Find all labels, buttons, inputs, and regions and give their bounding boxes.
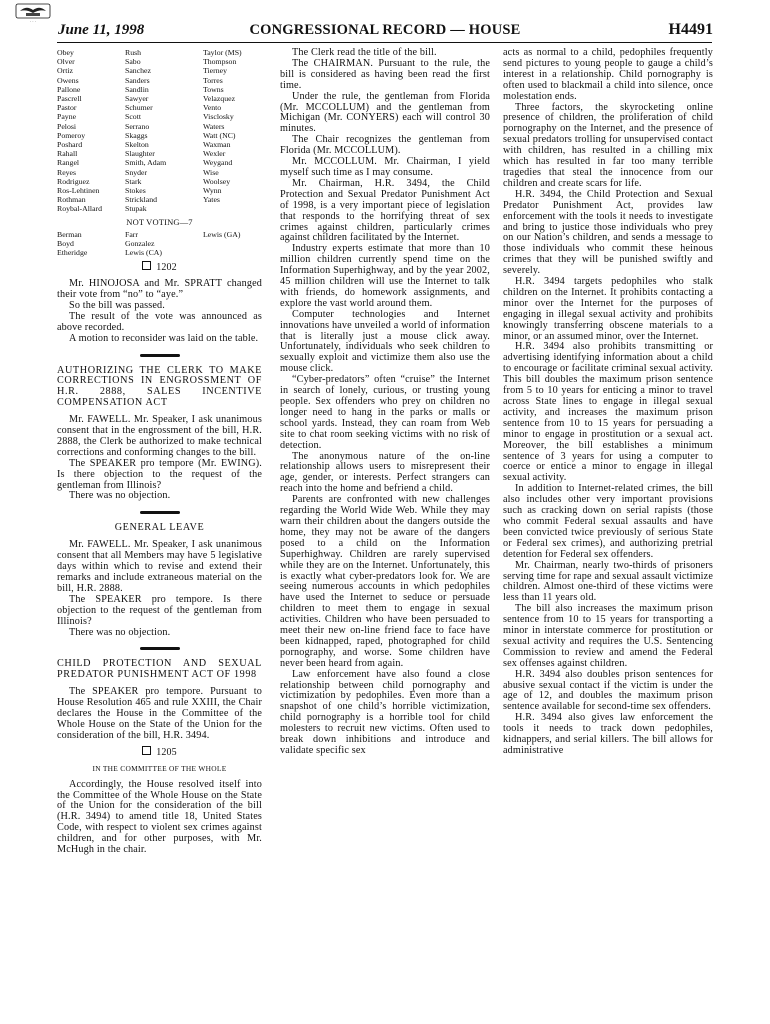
member-name: Woolsey [203,176,231,186]
member-name: Vento [203,103,222,113]
paragraph: Industry experts estimate that more than 10 million children currently spend time on the Information Superhighway, and by the year 2002, 45 million children will use the Internet to talk with friends, do homework assignments, and explore the vast world around them. [280,243,490,309]
paragraph: Mr. FAWELL. Mr. Speaker, I ask unanimous consent that all Members may have 5 legislative days within which to revise and extend their remarks and include extraneous material on the bill, H.R. 2888. [57,539,262,594]
member-name: Scott [125,112,142,122]
member-name: Stark [125,176,142,186]
column-2 [280,48,490,757]
member-name: Waxman [203,140,231,150]
section-divider [57,351,262,360]
member-name: Stokes [125,186,146,196]
paragraph: The bill also increases the maximum prison sentence from 10 to 15 years for transporting a minor in interstate commerce for prostitution or sexual activity and requires the U.S. Sentencing Commission to review and amend the Federal sex offenses against children. [503,603,713,669]
member-name: Schumer [125,103,153,113]
member-name: Strickland [125,195,158,205]
paragraph: The CHAIRMAN. Pursuant to the rule, the bill is considered as having been read the first time. [280,57,490,91]
member-name: Watt (NC) [203,130,236,140]
member-name: Gonzalez [125,238,155,248]
member-name [203,204,262,213]
header-page-number: H4491 [668,21,713,38]
member-name: Wynn [203,186,222,196]
paragraph: H.R. 3494 also doubles prison sentences for abusive sexual contact if the victim is under the age of 12, and doubles the maximum prison sentence available for second-time sex offenders. [503,668,713,713]
member-name: Lewis (CA) [125,247,163,257]
member-name: Visclosky [203,112,234,122]
member-name: Pastor [57,103,77,113]
header-title: CONGRESSIONAL RECORD — HOUSE [249,22,521,38]
paragraph: There was no objection. [69,490,171,502]
svg-text:· · ·: · · · [30,20,36,24]
paragraph: Law enforcement have also found a close relationship between child pornography and victimization by pedophiles. Even more than a snapshot of one child’s horrible victimization, child pornography is a horrible tool for child molesters to recruit new victims. Often used to break down inhibitions and introduce and validate specific sex [280,668,490,756]
member-name: Sabo [125,57,141,67]
paragraph: The SPEAKER pro tempore. Is there objection to the request of the gentleman from Illinois? [57,593,262,627]
member-name: Sawyer [125,94,149,104]
member-name: Rush [125,48,142,57]
member-name: Wexler [203,149,226,159]
time-marker: 1202 [57,261,262,274]
section-heading: AUTHORIZING THE CLERK TO MAKE CORRECTIONS IN ENGROSSMENT OF H.R. 2888, SALES INCENTIVE COMPENSATION ACT [57,364,262,409]
paragraph: acts as normal to a child, pedophiles frequently send pictures to young people to gauge a child’s interest in a relationship. Child pornography is often used to blackmail a child into silence, once molestation ends. [503,47,713,102]
member-name: Thompson [203,57,237,67]
member-name: Olver [57,57,75,67]
paragraph: A motion to reconsider was laid on the table. [69,332,259,344]
member-name: Obey [57,48,74,57]
member-name: Ortiz [57,66,74,76]
member-name: Weygand [203,158,233,168]
member-name: Sandlin [125,84,149,94]
column-3 [503,48,713,757]
member-name: Slaughter [125,149,155,159]
header-date: June 11, 1998 [58,22,145,38]
member-name [203,248,262,257]
member-name: Waters [203,121,225,131]
square-marker-icon [142,746,151,755]
paragraph: Accordingly, the House resolved itself into the Committee of the Whole House on the State of the Union for the consideration of the bill (H.R. 3494) to amend title 18, United States Code, with respect to violent sex crimes against children, and for other purposes, with Mr. McHugh in the chair. [57,778,262,856]
member-name: Yates [203,195,220,205]
member-name: Roybal-Allard [57,204,103,214]
member-name: Pascrell [57,94,82,104]
section-heading: GENERAL LEAVE [114,522,205,534]
member-name: Taylor (MS) [203,48,242,57]
eagle-logo-icon [12,2,54,24]
paragraph: Under the rule, the gentleman from Florida (Mr. MCCOLLUM) and the gentleman from Michigan (Mr. CONYERS) each will control 30 minutes. [280,90,490,135]
paragraph: Mr. HINOJOSA and Mr. SPRATT changed their vote from “no” to “aye.” [57,278,262,300]
member-name [203,239,262,248]
paragraph: H.R. 3494 also gives law enforcement the tools it needs to track down pedophiles, kidnappers, and serial killers. The bill allows for administrative [503,712,713,756]
not-voting-label: NOT VOTING—7 [126,216,193,227]
member-name: Smith, Adam [125,158,167,168]
member-name: Rangel [57,158,80,168]
member-name: Rahall [57,149,78,159]
member-name: Pomeroy [57,130,86,140]
member-name: Pelosi [57,121,77,131]
paragraph: Mr. MCCOLLUM. Mr. Chairman, I yield myself such time as I may consume. [280,156,490,178]
member-name: Farr [125,229,138,239]
member-name: Torres [203,75,223,85]
member-name: Skaggs [125,130,148,140]
member-name: Poshard [57,140,83,150]
section-divider [57,644,262,653]
member-name: Berman [57,229,82,239]
member-name: Wise [203,167,219,177]
member-name: Rothman [57,195,86,205]
paragraph: The SPEAKER pro tempore (Mr. EWING). Is there objection to the request of the gentleman from Illinois? [57,457,262,491]
paragraph: The SPEAKER pro tempore. Pursuant to House Resolution 465 and rule XXIII, the Chair declares the House in the Committee of the Whole House on the State of the Union for the consideration of the bill, H.R. 3494. [57,686,262,741]
paragraph: Three factors, the skyrocketing online presence of children, the proliferation of child pornography on the Internet, and the presence of sexual predators trolling for unsupervised contact with children, has resulted in a chilling mix which has resulted in far too many terrible tragedies that steal the innocence from our children and create scars for life. [503,101,713,189]
time-marker: 1205 [57,746,262,759]
member-name: Pallone [57,84,81,94]
paragraph: Mr. Chairman, nearly two-thirds of prisoners serving time for rape and sexual assault victimize children. Almost one-third of these victims were less than 11 years old. [503,559,713,604]
square-marker-icon [142,261,151,270]
member-name: Velazquez [203,94,236,104]
paragraph: The result of the vote was announced as above recorded. [57,310,262,333]
paragraph: H.R. 3494 also prohibits transmitting or advertising identifying information about a child to encourage or facilitate criminal sexual activity. This bill doubles the maximum prison sentence from 5 to 10 years for enticing a minor to travel across State lines to engage in illegal sexual activity, and increases the maximum prison sentence from 10 to 15 years for persuading a minor to engage in prostitution or a sexual act. Moreover, the bill establishes a minimum sentence of 3 years for using a computer to coerce or entice a minor to engage in illegal sexual activity. [503,341,713,484]
member-name: Payne [57,112,77,122]
vote-names-list [57,48,262,214]
paragraph: H.R. 3494, the Child Protection and Sexual Predator Punishment Act, provides law enforcement with the tools it needs to investigate and bring to justice those individuals who prey on our Nation’s children, and sends a message to those individuals who commit these heinous crimes that they will be punished swiftly and severely. [503,188,713,277]
member-name: Snyder [125,167,148,177]
member-name: Sanders [125,75,150,85]
paragraph: The anonymous nature of the on-line relationship allows users to misrepresent their age, gender, or interests. Perfect strangers can reach into the home and befriend a child. [280,450,490,495]
paragraph: Computer technologies and Internet innovations have unveiled a world of information that is literally just a mouse click away. Unfortunately, individuals who seek children to sexually exploit and victimize them also use the mouse click. [280,308,490,375]
member-name: Stupak [125,204,147,214]
member-name: Tierney [203,66,227,76]
paragraph: Mr. Chairman, H.R. 3494, the Child Protection and Sexual Predator Punishment Act of 1998, is a very important piece of legislation that responds to the horrifying threat of sex crimes against children, particularly crimes against children facilitated by the Internet. [280,177,490,244]
paragraph: There was no objection. [69,626,171,638]
paragraph: The Clerk read the title of the bill. [292,47,437,58]
paragraph: Parents are confronted with new challenges regarding the World Wide Web. While they may warn their children about the dangers outside the home, they may not be aware of the dangers posed to a child on the Information Superhighway. Children are rarely supervised while they are on the Internet. Unfortunately, this is exactly what cyber-predators look for. We are seeing numerous accounts in which pedophiles have used the Internet to seduce or persuade children to meet them to engage in sexual activities. Children who have been persuaded to meet their new on-line friend face to face have been kidnapped, raped, photographed for child pornography, and worse. Some children have never been heard from again. [280,494,490,669]
member-name: Boyd [57,238,74,248]
member-name: Lewis (GA) [203,229,241,239]
member-name: Towns [203,84,224,94]
member-name: Rodriguez [57,176,90,186]
member-name: Ros-Lehtinen [57,186,100,196]
paragraph: In addition to Internet-related crimes, the bill also includes other very important provisions such as cracking down on serial rapists (those who commit Federal sexual assaults and have been convicted twice previously of serious State or Federal sex crimes), and authorizing pretrial detention for Federal sex offenders. [503,483,713,560]
member-name: Owens [57,75,79,85]
member-name: Serrano [125,121,150,131]
column-1 [57,48,262,856]
paragraph: “Cyber-predators” often “cruise” the Internet in search of lonely, curious, or trusting young people. Sex offenders who prey on children no longer need to hang in the parks or malls or school yards. Instead, they can roam from Web site to chat room seeking victims with no risk of detection. [280,374,490,451]
section-divider [57,508,262,517]
section-heading: CHILD PROTECTION AND SEXUAL PREDATOR PUNISHMENT ACT OF 1998 [57,658,262,681]
member-name: Sanchez [125,66,151,76]
paragraph: So the bill was passed. [69,299,165,311]
page-header [0,0,770,50]
subheading: IN THE COMMITTEE OF THE WHOLE [92,763,227,773]
paragraph: The Chair recognizes the gentleman from Florida (Mr. MCCOLLUM). [280,134,490,157]
member-name: Skelton [125,140,149,150]
member-name: Etheridge [57,247,88,257]
header-rule [57,42,712,43]
not-voting-names-list [57,230,262,258]
member-name: Reyes [57,167,77,177]
paragraph: H.R. 3494 targets pedophiles who stalk children on the Internet. It prohibits contacting a minor over the Internet for the purposes of engaging in illegal sexual activity and prohibits knowingly transferring obscene materials to a minor, or an assumed minor, over the Internet. [503,276,713,342]
paragraph: Mr. FAWELL. Mr. Speaker, I ask unanimous consent that in the engrossment of the bill, H.R. 2888, the Clerk be authorized to make technical corrections and conforming changes to the bill. [57,414,262,458]
